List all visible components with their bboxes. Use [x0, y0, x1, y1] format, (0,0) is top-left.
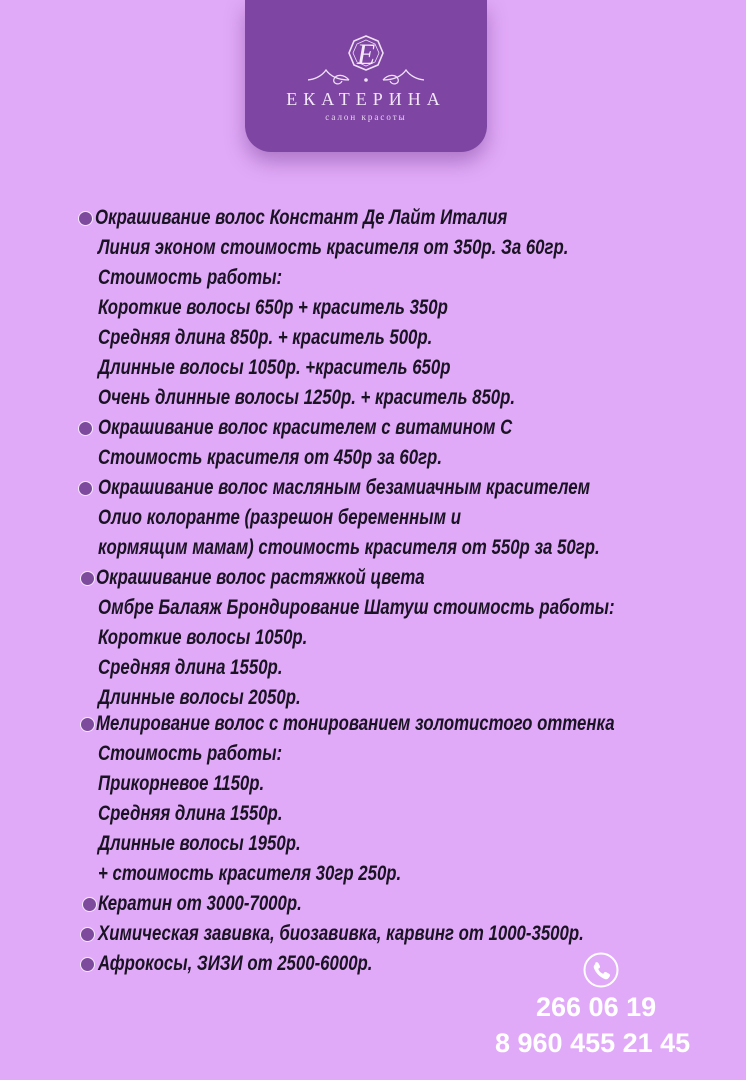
service-title: Химическая завивка, биозавивка, карвинг от 1000-3500р. — [98, 922, 584, 945]
service-detail: кормящим мамам) стоимость красителя от 550р за 50гр. — [98, 536, 600, 559]
bullet-icon — [80, 957, 95, 972]
service-title: Окрашивание волос Констант Де Лайт Италия — [95, 206, 508, 229]
service-detail: Короткие волосы 650р + краситель 350р — [98, 296, 448, 319]
service-detail: + стоимость красителя 30гр 250р. — [98, 862, 402, 885]
service-title: Окрашивание волос масляным безамиачным красителем — [98, 476, 591, 499]
service-detail: Линия эконом стоимость красителя от 350р. За 60гр. — [98, 236, 569, 259]
service-detail: Олио колоранте (разрешон беременным и — [98, 506, 461, 529]
bullet-icon — [82, 897, 97, 912]
bullet-icon — [80, 927, 95, 942]
service-detail: Стоимость работы: — [98, 266, 283, 289]
service-detail: Длинные волосы 2050р. — [98, 686, 301, 709]
service-detail: Омбре Балаяж Брондирование Шатуш стоимость работы: — [98, 596, 615, 619]
service-detail: Длинные волосы 1050р. +краситель 650р — [98, 356, 451, 379]
service-detail: Длинные волосы 1950р. — [98, 832, 301, 855]
brand-subtitle: салон красоты — [325, 112, 407, 122]
service-title: Окрашивание волос красителем с витамином С — [98, 416, 513, 439]
service-detail: Средняя длина 850р. + краситель 500р. — [98, 326, 433, 349]
bullet-icon — [78, 421, 93, 436]
service-title: Кератин от 3000-7000р. — [98, 892, 302, 915]
service-title: Мелирование волос с тонированием золотистого оттенка — [96, 712, 615, 735]
service-detail: Прикорневое 1150р. — [98, 772, 265, 795]
bullet-icon — [80, 717, 95, 732]
monogram-letter: E — [356, 38, 376, 71]
service-detail: Средняя длина 1550р. — [98, 802, 283, 825]
service-title: Окрашивание волос растяжкой цвета — [96, 566, 425, 589]
brand-name: ЕКАТЕРИНА — [286, 89, 446, 109]
service-detail: Стоимость красителя от 450р за 60гр. — [98, 446, 442, 469]
service-detail: Стоимость работы: — [98, 742, 283, 765]
bullet-icon — [78, 481, 93, 496]
service-title: Афрокосы, ЗИЗИ от 2500-6000р. — [98, 952, 373, 975]
bullet-icon — [80, 571, 95, 586]
phone-icon[interactable] — [583, 952, 619, 988]
service-detail: Короткие волосы 1050р. — [98, 626, 308, 649]
phone-number[interactable]: 266 06 19 — [536, 992, 657, 1022]
phone-number[interactable]: 8 960 455 21 45 — [495, 1028, 691, 1058]
service-detail: Очень длинные волосы 1250р. + краситель 850р. — [98, 386, 516, 409]
bullet-icon — [78, 211, 93, 226]
service-detail: Средняя длина 1550р. — [98, 656, 283, 679]
